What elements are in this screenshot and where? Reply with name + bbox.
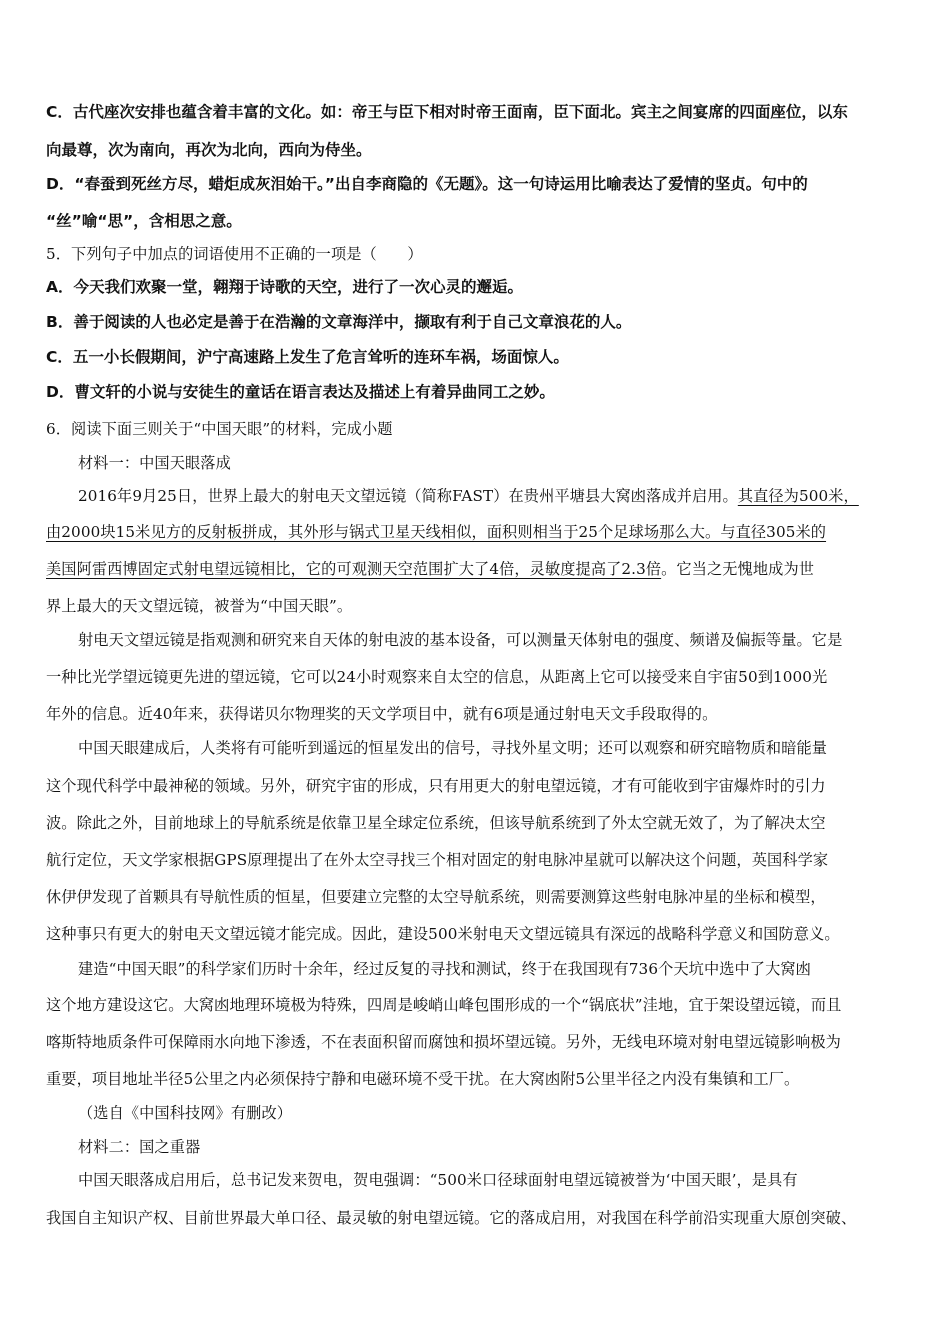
m1-p1-line2-underlined: 由2000块15米见方的反射板拼成，其外形与锅式卫星天线相似，面积则相当于25个足球场那么大。与直径305米的: [46, 523, 827, 541]
m2-p1-line1: 中国天眼落成启用后，总书记发来贺电，贺电强调：“500米口径球面射电望远镜被誉为‘中国天眼’，是具有: [78, 1171, 798, 1189]
q5-option-d: D．曹文轩的小说与安徒生的童话在语言表达及描述上有着异曲同工之妙。: [46, 383, 555, 401]
material2-title: 材料二：国之重器: [78, 1138, 201, 1156]
m2-p1-line2: 我国自主知识产权、目前世界最大单口径、最灵敏的射电望远镜。它的落成启用，对我国在科学前沿实现重大原创突破、: [46, 1209, 857, 1227]
m1-p1-line3-underlined: 美国阿雷西博固定式射电望远镜相比，它的可观测天空范围扩大了4倍，灵敏度提高了2.3倍: [46, 560, 662, 578]
m1-p1-line1-underlined: 其直径为500米，: [737, 487, 859, 505]
material1-source: （选自《中国科技网》有删改）: [78, 1104, 293, 1122]
m1-p4-line2: 这个地方建设这它。大窝凼地理环境极为特殊，四周是峻峭山峰包围形成的一个“锅底状”洼地，宜于架设望远镜，而且: [46, 996, 842, 1014]
m1-p3-line6: 这种事只有更大的射电天文望远镜才能完成。因此，建设500米射电天文望远镜具有深远的战略科学意义和国防意义。: [46, 925, 840, 943]
q5-stem: 5．下列句子中加点的词语使用不正确的一项是（ ）: [46, 245, 423, 263]
q5-option-c: C．五一小长假期间，沪宁高速路上发生了危言耸听的连环车祸，场面惊人。: [46, 348, 569, 366]
material1-title: 材料一：中国天眼落成: [78, 454, 231, 472]
m1-p1-line1-plain: 2016年9月25日，世界上最大的射电天文望远镜（简称FAST）在贵州平塘县大窝凼落成并启用。: [78, 487, 738, 505]
m1-p2-line1: 射电天文望远镜是指观测和研究来自天体的射电波的基本设备，可以测量天体射电的强度、频谱及偏振等量。它是: [78, 631, 843, 649]
m1-p4-line1: 建造“中国天眼”的科学家们历时十余年，经过反复的寻找和测试，终于在我国现有736个天坑中选中了大窝凼: [78, 960, 811, 978]
m1-p3-line2: 这个现代科学中最神秘的领域。另外，研究宇宙的形成，只有用更大的射电望远镜，才有可能收到宇宙爆炸时的引力: [46, 777, 826, 795]
q5-option-b: B．善于阅读的人也必定是善于在浩瀚的文章海洋中，撷取有利于自己文章浪花的人。: [46, 313, 632, 331]
m1-p1-line1: [78, 485, 906, 507]
q4-option-d-line2: “丝”喻“思”，含相思之意。: [46, 212, 242, 230]
m1-p3-line3: 波。除此之外，目前地球上的导航系统是依靠卫星全球定位系统，但该导航系统到了外太空就无效了，为了解决太空: [46, 814, 826, 832]
q4-option-c-line1: C．古代座次安排也蕴含着丰富的文化。如：帝王与臣下相对时帝王面南，臣下面北。宾主之间宴席的四面座位，以东: [46, 103, 848, 121]
m1-p3-line1: 中国天眼建成后，人类将有可能听到遥远的恒星发出的信号，寻找外星文明；还可以观察和研究暗物质和暗能量: [78, 739, 828, 757]
m1-p2-line2: 一种比光学望远镜更先进的望远镜，它可以24小时观察来自太空的信息，从距离上它可以接受来自宇宙50到1000光: [46, 668, 828, 686]
q4-option-d-line1: D．“春蚕到死丝方尽，蜡炬成灰泪始干。”出自李商隐的《无题》。这一句诗运用比喻表达了爱情的坚贞。句中的: [46, 175, 808, 193]
m1-p4-line4: 重要，项目地址半径5公里之内必须保持宁静和电磁环境不受干扰。在大窝凼附5公里半径之内没有集镇和工厂。: [46, 1070, 800, 1088]
m1-p3-line4: 航行定位，天文学家根据GPS原理提出了在外太空寻找三个相对固定的射电脉冲星就可以解决这个问题，英国科学家: [46, 851, 829, 869]
m1-p1-line3: [46, 558, 906, 580]
m1-p3-line5: 休伊伊发现了首颗具有导航性质的恒星，但要建立完整的太空导航系统，则需要测算这些射电脉冲星的坐标和模型，: [46, 888, 826, 906]
m1-p1-line3-plain: 。它当之无愧地成为世: [661, 560, 815, 578]
m1-p4-line3: 喀斯特地质条件可保障雨水向地下渗透，不在表面积留而腐蚀和损坏望远镜。另外，无线电环境对射电望远镜影响极为: [46, 1033, 841, 1051]
q5-option-a: A．今天我们欢聚一堂，翱翔于诗歌的天空，进行了一次心灵的邂逅。: [46, 278, 523, 296]
q4-option-c-line2: 向最尊，次为南向，再次为北向，西向为侍坐。: [46, 141, 372, 159]
m1-p1-line4: 界上最大的天文望远镜，被誉为“中国天眼”。: [46, 597, 353, 615]
m1-p2-line3: 年外的信息。近40年来，获得诺贝尔物理奖的天文学项目中，就有6项是通过射电天文手段取得的。: [46, 705, 718, 723]
q6-stem: 6．阅读下面三则关于“中国天眼”的材料，完成小题: [46, 420, 393, 438]
